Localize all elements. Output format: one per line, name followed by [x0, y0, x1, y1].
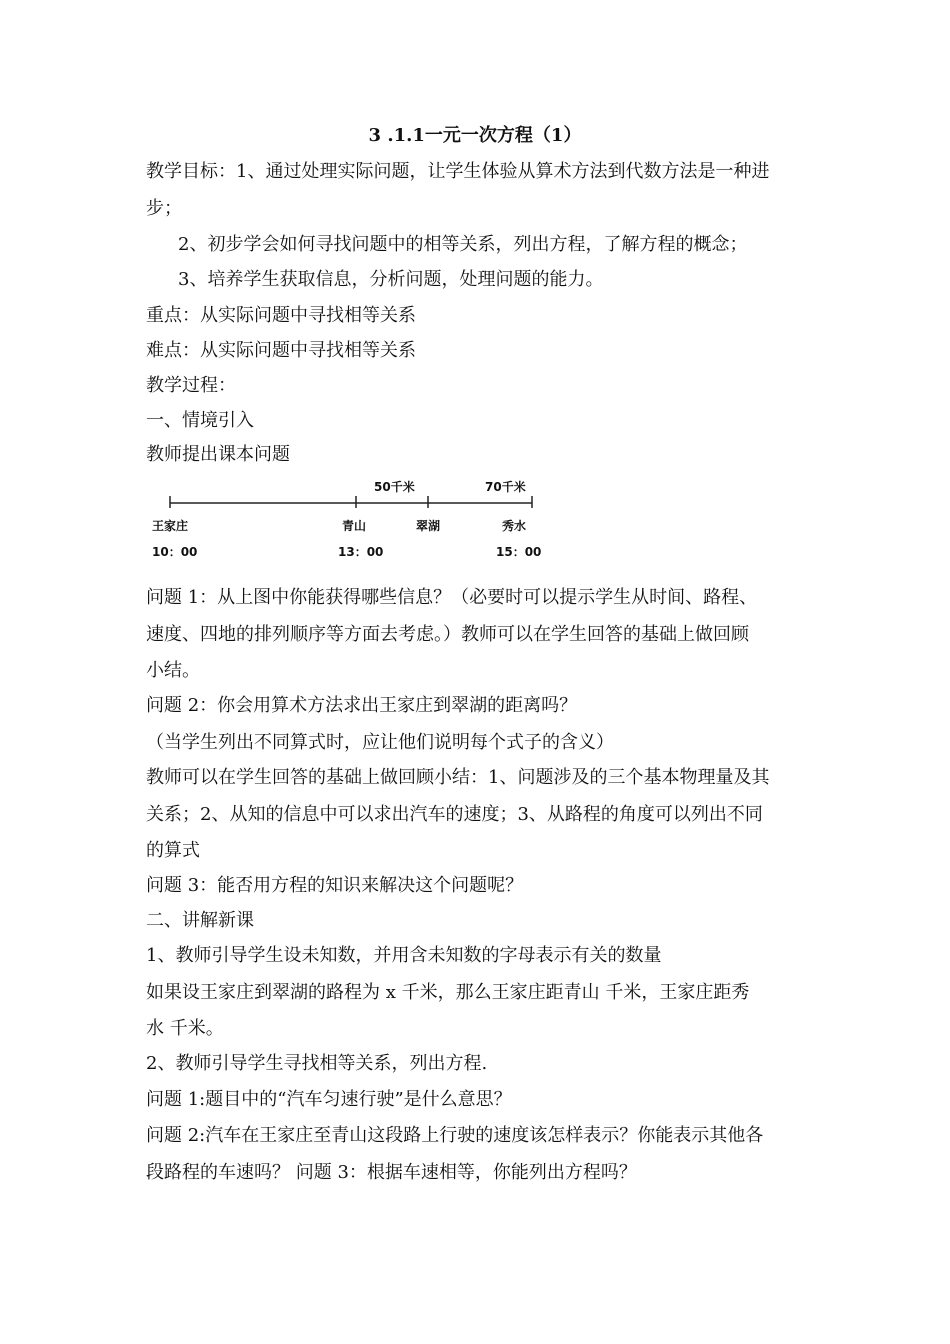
key-point: 重点：从实际问题中寻找相等关系 [146, 305, 416, 326]
time-3: 15：00 [496, 545, 542, 559]
q2-line-2: （当学生列出不同算式时，应让他们说明每个式子的含义） [146, 732, 614, 753]
time-1: 10：00 [152, 545, 198, 559]
place-qingshan: 青山 [342, 519, 367, 533]
step2: 2、教师引导学生寻找相等关系，列出方程. [146, 1053, 488, 1074]
objectives-line-2: 步； [146, 198, 182, 219]
page-title: 3 .1.1一元一次方程（1） [368, 125, 582, 146]
route-diagram [146, 476, 546, 566]
q2-line-1: 问题 2：你会用算术方法求出王家庄到翠湖的距离吗？ [146, 695, 578, 716]
distance-label-2: 70千米 [485, 480, 526, 494]
distance-label-1: 50千米 [374, 480, 415, 494]
objectives-line-1: 教学目标：1、通过处理实际问题，让学生体验从算术方法到代数方法是一种进 [146, 161, 770, 182]
section2-heading: 二、讲解新课 [146, 910, 254, 931]
step1: 1、教师引导学生设未知数，并用含未知数的字母表示有关的数量 [146, 945, 662, 966]
place-cuihu: 翠湖 [416, 519, 441, 533]
q1-line-3: 小结。 [146, 660, 200, 681]
summary-line-1: 教师可以在学生回答的基础上做回顾小结：1、问题涉及的三个基本物理量及其 [146, 767, 770, 788]
q1-line-2: 速度、四地的排列顺序等方面去考虑。）教师可以在学生回答的基础上做回顾 [146, 624, 749, 645]
new-q1: 问题 1:题目中的“汽车匀速行驶”是什么意思？ [146, 1089, 512, 1110]
summary-line-2: 关系；2、从知的信息中可以求出汽车的速度；3、从路程的角度可以列出不同 [146, 804, 763, 825]
place-xiushui: 秀水 [502, 519, 527, 533]
teacher-intro: 教师提出课本问题 [146, 444, 290, 465]
summary-line-3: 的算式 [146, 840, 200, 861]
step1-detail-line-1: 如果设王家庄到翠湖的路程为 x 千米，那么王家庄距青山 千米，王家庄距秀 [146, 982, 750, 1003]
process-heading: 教学过程： [146, 375, 236, 396]
objectives-line-4: 3、培养学生获取信息，分析问题，处理问题的能力。 [178, 269, 604, 290]
q1-line-1: 问题 1：从上图中你能获得哪些信息？（必要时可以提示学生从时间、路程、 [146, 587, 758, 608]
step1-detail-line-2: 水 千米。 [146, 1018, 224, 1039]
objectives-line-3: 2、初步学会如何寻找问题中的相等关系，列出方程，了解方程的概念； [178, 234, 748, 255]
difficult-point: 难点：从实际问题中寻找相等关系 [146, 340, 416, 361]
place-wangjiazhuang: 王家庄 [152, 519, 189, 533]
time-2: 13：00 [338, 545, 384, 559]
new-q2-line-1: 问题 2:汽车在王家庄至青山这段路上行驶的速度该怎样表示？你能表示其他各 [146, 1125, 764, 1146]
new-q2-line-2: 段路程的车速吗？ 问题 3：根据车速相等，你能列出方程吗？ [146, 1162, 637, 1183]
section1-heading: 一、情境引入 [146, 410, 254, 431]
q3: 问题 3：能否用方程的知识来解决这个问题呢？ [146, 875, 524, 896]
